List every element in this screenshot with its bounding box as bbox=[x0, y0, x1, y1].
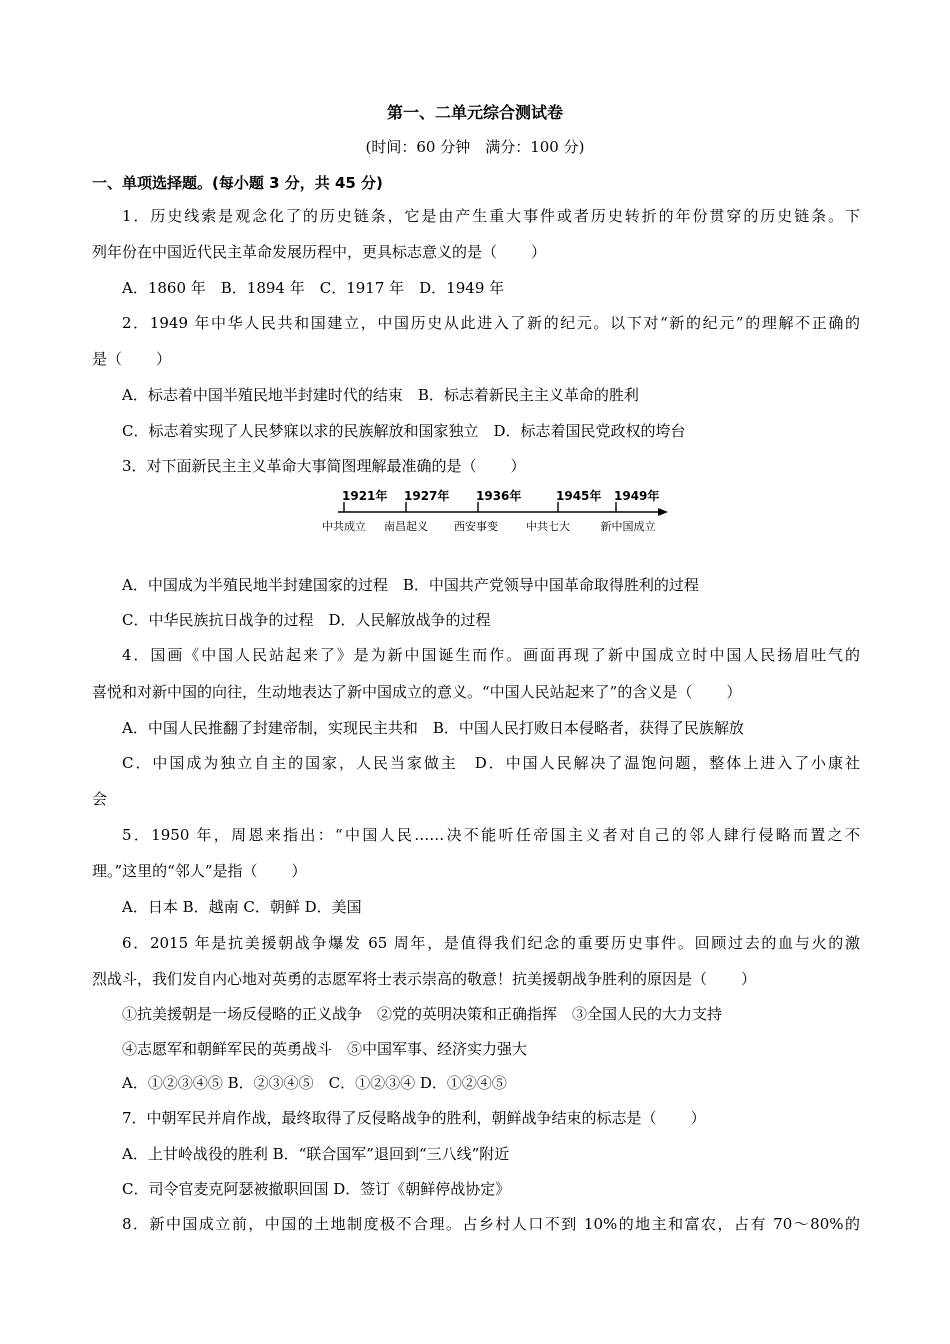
question-text bbox=[92, 858, 860, 884]
timeline-graphic bbox=[318, 486, 670, 538]
event-timeline bbox=[318, 486, 670, 538]
question-text-part: ） bbox=[156, 350, 172, 368]
question-text-part: ） bbox=[510, 457, 526, 475]
question-text bbox=[92, 966, 860, 992]
timeline-year: 1921年 bbox=[342, 489, 388, 503]
timeline-year: 1927年 bbox=[404, 489, 450, 503]
timeline-year: 1949年 bbox=[614, 489, 660, 503]
question-text-part: ） bbox=[726, 683, 742, 701]
statement-list: ④志愿军和朝鲜军民的英勇战斗 ⑤中国军事、经济实力强大 bbox=[122, 1040, 528, 1058]
question-text-part: 是（ bbox=[92, 350, 123, 368]
question-text: 8．新中国成立前，中国的土地制度极不合理。占乡村人口不到 10%的地主和富农，占有 70～80%的 bbox=[122, 1215, 860, 1233]
answer-options: A．①②③④⑤ B．②③④⑤ C．①②③④ D．①②④⑤ bbox=[122, 1074, 507, 1092]
statement-list: ①抗美援朝是一场反侵略的正义战争 ②党的英明决策和正确指挥 ③全国人民的大力支持 bbox=[122, 1005, 723, 1023]
answer-options: C．司令官麦克阿瑟被撤职回国 D．签订《朝鲜停战协定》 bbox=[122, 1180, 511, 1198]
question-text-part: ） bbox=[531, 243, 547, 261]
timeline-event: 新中国成立 bbox=[600, 520, 656, 533]
timeline-event: 中共七大 bbox=[526, 520, 570, 533]
question-text-part: 喜悦和对新中国的向往，生动地表达了新中国成立的意义。“中国人民站起来了”的含义是（ bbox=[92, 683, 693, 701]
question-text-part: 列年份在中国近代民主革命发展历程中，更具标志意义的是（ bbox=[92, 243, 498, 261]
question-text: 2．1949 年中华人民共和国建立，中国历史从此进入了新的纪元。以下对“新的纪元”的理解不正确的 bbox=[122, 314, 860, 332]
question-text bbox=[92, 239, 860, 265]
question-text bbox=[122, 1105, 860, 1131]
question-text-part: ） bbox=[741, 970, 757, 988]
timeline-event: 西安事变 bbox=[454, 520, 498, 533]
answer-options: A．上甘岭战役的胜利 B．“联合国军”退回到“三八线”附近 bbox=[122, 1145, 510, 1163]
answer-options: C．标志着实现了人民梦寐以求的民族解放和国家独立 D．标志着国民党政权的垮台 bbox=[122, 422, 686, 440]
question-text: 4．国画《中国人民站起来了》是为新中国诞生而作。画面再现了新中国成立时中国人民扬眉吐气的 bbox=[122, 646, 860, 664]
timeline-event: 南昌起义 bbox=[384, 520, 428, 533]
answer-options: C．中华民族抗日战争的过程 D．人民解放战争的过程 bbox=[122, 611, 491, 629]
question-text-part: ） bbox=[690, 1109, 706, 1127]
answer-options: A．1860 年 B．1894 年 C．1917 年 D．1949 年 bbox=[122, 279, 505, 297]
timeline-arrow-icon bbox=[658, 508, 668, 516]
answer-options: A．中国成为半殖民地半封建国家的过程 B．中国共产党领导中国革命取得胜利的过程 bbox=[122, 576, 699, 594]
question-text: 1．历史线索是观念化了的历史链条，它是由产生重大事件或者历史转折的年份贯穿的历史链条。下 bbox=[122, 207, 860, 225]
timeline-year: 1936年 bbox=[476, 489, 522, 503]
answer-options: A．日本 B．越南 C．朝鲜 D．美国 bbox=[122, 898, 362, 916]
question-text-part: 7．中朝军民并肩作战，最终取得了反侵略战争的胜利，朝鲜战争结束的标志是（ bbox=[122, 1109, 657, 1127]
page-subtitle: (时间：60 分钟 满分：100 分) bbox=[365, 138, 585, 156]
question-text-part: ） bbox=[291, 862, 307, 880]
answer-options: A．标志着中国半殖民地半封建时代的结束 B．标志着新民主主义革命的胜利 bbox=[122, 386, 639, 404]
question-text bbox=[92, 679, 860, 705]
timeline-year: 1945年 bbox=[556, 489, 602, 503]
question-text-part: 烈战斗，我们发自内心地对英勇的志愿军将士表示崇高的敬意！抗美援朝战争胜利的原因是（ bbox=[92, 970, 708, 988]
timeline-event: 中共成立 bbox=[322, 520, 366, 533]
page-title: 第一、二单元综合测试卷 bbox=[386, 103, 563, 122]
answer-options: A．中国人民推翻了封建帝制，实现民主共和 B．中国人民打败日本侵略者，获得了民族解放 bbox=[122, 719, 744, 737]
answer-options: 会 bbox=[92, 790, 108, 808]
question-text-part: 理。”这里的“邻人”是指（ bbox=[92, 862, 258, 880]
question-text-part: 3．对下面新民主主义革命大事简图理解最准确的是（ bbox=[122, 457, 477, 475]
question-text: 5．1950 年，周恩来指出：“中国人民……决不能听任帝国主义者对自己的邻人肆行侵略而置之不 bbox=[122, 826, 860, 844]
question-text bbox=[122, 453, 860, 479]
section-heading: 一、单项选择题。(每小题 3 分，共 45 分) bbox=[92, 174, 383, 192]
question-text: 6．2015 年是抗美援朝战争爆发 65 周年，是值得我们纪念的重要历史事件。回顾过去的血与火的激 bbox=[122, 934, 860, 952]
question-text bbox=[92, 346, 860, 372]
answer-options: C．中国成为独立自主的国家，人民当家做主 D．中国人民解决了温饱问题，整体上进入了小康社 bbox=[122, 754, 860, 772]
